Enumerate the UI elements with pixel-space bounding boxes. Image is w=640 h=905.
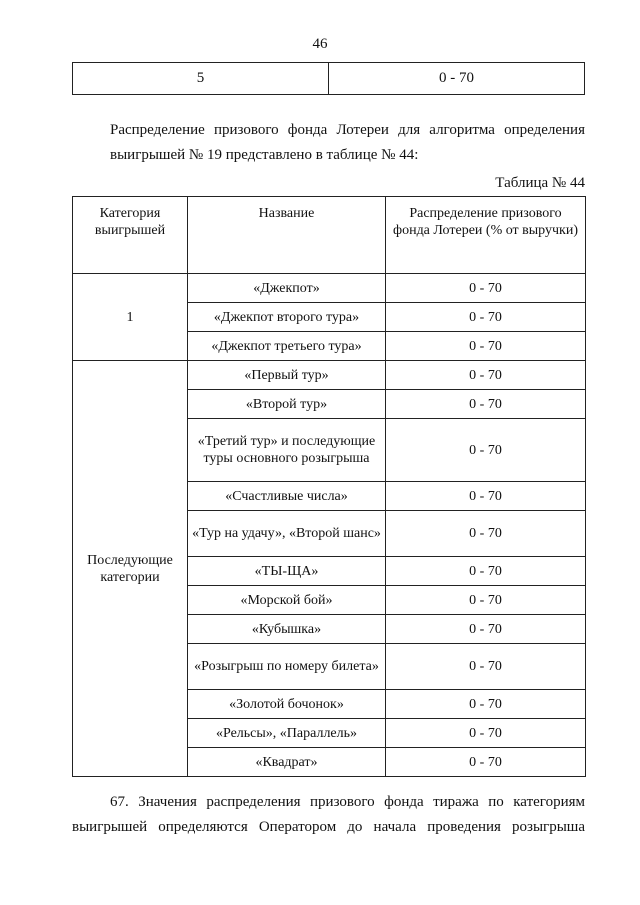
closing-line-2: выигрышей определяются Оператором до начала проведения розыгрыша	[72, 819, 585, 835]
distribution-value-cell: 0 - 70	[386, 557, 586, 586]
prize-name-cell: «ТЫ-ЩА»	[188, 557, 386, 586]
prize-name-cell: «Первый тур»	[188, 361, 386, 390]
distribution-value-cell: 0 - 70	[386, 361, 586, 390]
prize-name-cell: «Кубышка»	[188, 615, 386, 644]
prize-name-cell: «Рельсы», «Параллель»	[188, 719, 386, 748]
prize-name-cell: «Квадрат»	[188, 748, 386, 777]
table-cell: 5	[73, 63, 329, 95]
distribution-value-cell: 0 - 70	[386, 615, 586, 644]
prize-name-cell: «Джекпот»	[188, 274, 386, 303]
prize-distribution-table	[72, 196, 586, 777]
prize-name-cell: «Золотой бочонок»	[188, 690, 386, 719]
closing-line-1: 67. Значения распределения призового фонда тиража по категориям	[110, 794, 585, 810]
distribution-value-cell: 0 - 70	[386, 332, 586, 361]
table-header-row	[73, 197, 586, 274]
header-distribution: Распределение призового фонда Лотереи (% от выручки)	[386, 197, 586, 274]
category-cell: Последующие категории	[73, 361, 188, 777]
table-row	[73, 274, 586, 303]
intro-line-2: выигрышей № 19 представлено в таблице № 44:	[110, 147, 419, 163]
distribution-value-cell: 0 - 70	[386, 482, 586, 511]
distribution-value-cell: 0 - 70	[386, 719, 586, 748]
distribution-value-cell: 0 - 70	[386, 748, 586, 777]
distribution-value-cell: 0 - 70	[386, 303, 586, 332]
top-table	[72, 62, 585, 95]
distribution-value-cell: 0 - 70	[386, 690, 586, 719]
distribution-value-cell: 0 - 70	[386, 274, 586, 303]
category-cell: 1	[73, 274, 188, 361]
header-name: Название	[188, 197, 386, 274]
closing-paragraph	[72, 790, 585, 840]
prize-name-cell: «Джекпот второго тура»	[188, 303, 386, 332]
prize-name-cell: «Розыгрыш по номеру билета»	[188, 644, 386, 690]
distribution-value-cell: 0 - 70	[386, 511, 586, 557]
prize-name-cell: «Второй тур»	[188, 390, 386, 419]
prize-name-cell: «Тур на удачу», «Второй шанс»	[188, 511, 386, 557]
table-row	[73, 63, 585, 95]
table-caption: Таблица № 44	[495, 175, 585, 191]
intro-paragraph	[72, 118, 585, 168]
table-cell: 0 - 70	[329, 63, 585, 95]
intro-line-1: Распределение призового фонда Лотереи для алгоритма определения	[110, 122, 585, 138]
prize-name-cell: «Морской бой»	[188, 586, 386, 615]
prize-name-cell: «Счастливые числа»	[188, 482, 386, 511]
prize-name-cell: «Третий тур» и последующие туры основного розыгрыша	[188, 419, 386, 482]
table-row	[73, 361, 586, 390]
header-category: Категория выигрышей	[73, 197, 188, 274]
distribution-value-cell: 0 - 70	[386, 586, 586, 615]
page-number: 46	[312, 36, 328, 52]
prize-name-cell: «Джекпот третьего тура»	[188, 332, 386, 361]
distribution-value-cell: 0 - 70	[386, 390, 586, 419]
distribution-value-cell: 0 - 70	[386, 644, 586, 690]
distribution-value-cell: 0 - 70	[386, 419, 586, 482]
